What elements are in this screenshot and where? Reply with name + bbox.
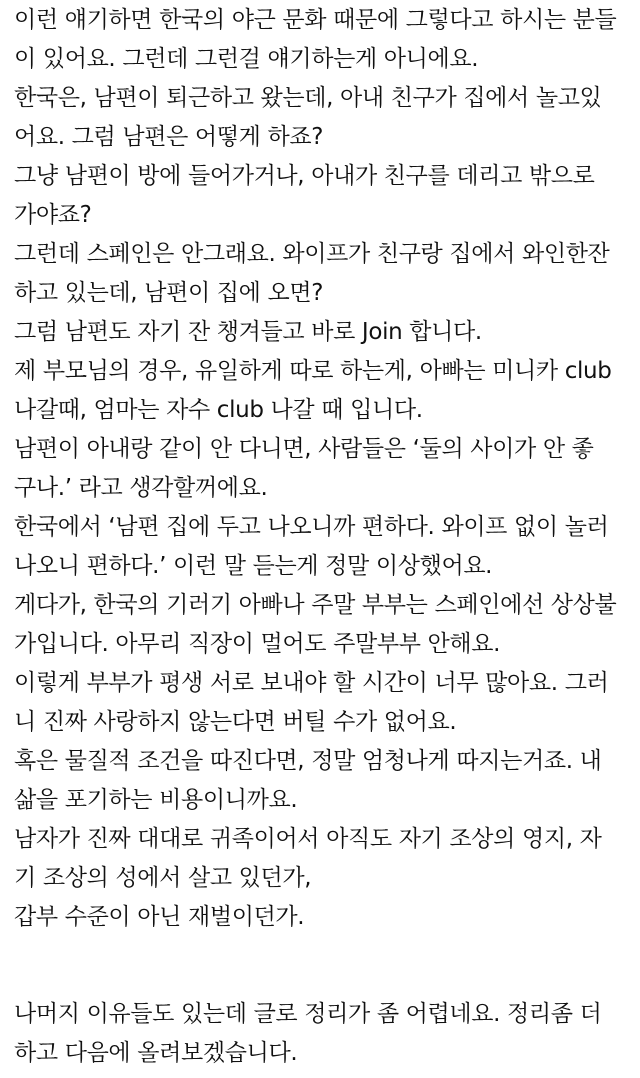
text-line: 구나.’ 라고 생각할꺼에요. xyxy=(14,475,268,501)
text-line: 나오니 편하다.’ 이런 말 듣는게 정말 이상했어요. xyxy=(14,553,493,579)
text-line: 삶을 포기하는 비용이니까요. xyxy=(14,787,298,813)
text-line: 혹은 물질적 조건을 따진다면, 정말 엄청나게 따지는거죠. 내 xyxy=(14,748,602,774)
text-line: 게다가, 한국의 기러기 아빠나 주말 부부는 스페인에선 상상불 xyxy=(14,592,617,618)
text-line: 남편이 아내랑 같이 안 다니면, 사람들은 ‘둘의 사이가 안 좋 xyxy=(14,436,594,462)
text-line: 그럼 남편도 자기 잔 챙겨들고 바로 Join 합니다. xyxy=(14,319,482,345)
text-line: 어요. 그럼 남편은 어떻게 하죠? xyxy=(14,124,324,150)
text-line: 나갈때, 엄마는 자수 club 나갈 때 입니다. xyxy=(14,397,423,423)
text-line: 갑부 수준이 아닌 재벌이던가. xyxy=(14,904,305,930)
text-line: 하고 다음에 올려보겠습니다. xyxy=(14,1040,298,1066)
text-line: 남자가 진짜 대대로 귀족이어서 아직도 자기 조상의 영지, 자 xyxy=(14,826,602,852)
text-line: 한국은, 남편이 퇴근하고 왔는데, 아내 친구가 집에서 놀고있 xyxy=(14,85,602,111)
text-line: 가야죠? xyxy=(14,202,92,228)
text-line: 니 진짜 사랑하지 않는다면 버틸 수가 없어요. xyxy=(14,709,457,735)
text-line: 하고 있는데, 남편이 집에 오면? xyxy=(14,280,324,306)
text-line: 이렇게 부부가 평생 서로 보내야 할 시간이 너무 많아요. 그러 xyxy=(14,670,609,696)
text-line: 기 조상의 성에서 살고 있던가, xyxy=(14,865,312,891)
text-line: 나머지 이유들도 있는데 글로 정리가 좀 어렵네요. 정리좀 더 xyxy=(14,1001,602,1027)
text-line: 한국에서 ‘남편 집에 두고 나오니까 편하다. 와이프 없이 놀러 xyxy=(14,514,609,540)
text-line: 가입니다. 아무리 직장이 멀어도 주말부부 안해요. xyxy=(14,631,501,657)
text-line: 그냥 남편이 방에 들어가거나, 아내가 친구를 데리고 밖으로 xyxy=(14,163,595,189)
text-line: 이 있어요. 그런데 그런걸 얘기하는게 아니에요. xyxy=(14,46,479,72)
text-line: 이런 얘기하면 한국의 야근 문화 때문에 그렇다고 하시는 분들 xyxy=(14,7,617,33)
text-line: 그런데 스페인은 안그래요. 와이프가 친구랑 집에서 와인한잔 xyxy=(14,241,610,267)
text-line: 제 부모님의 경우, 유일하게 따로 하는게, 아빠는 미니카 club xyxy=(14,358,612,384)
